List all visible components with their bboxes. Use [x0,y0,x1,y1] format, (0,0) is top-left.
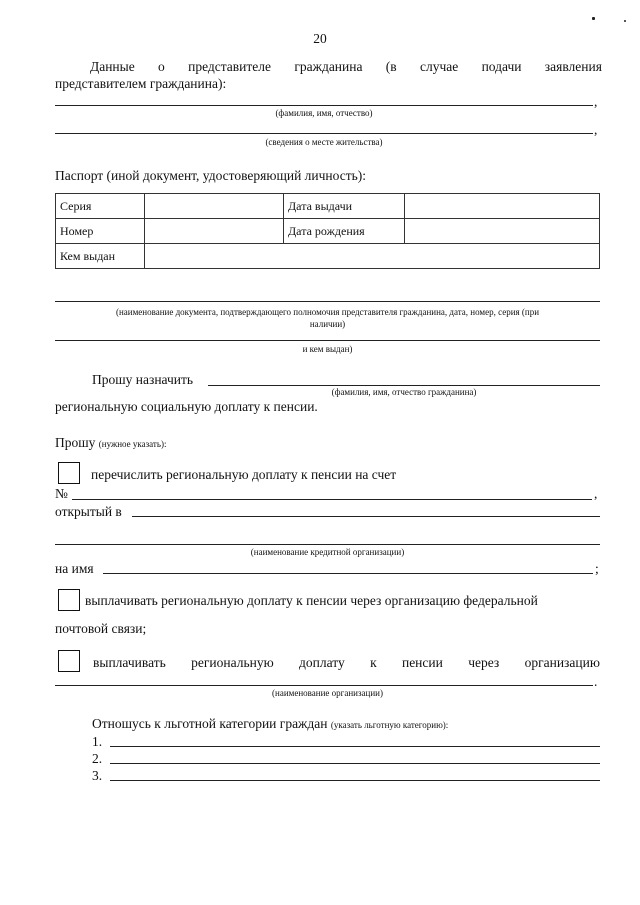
organization-text [93,655,600,671]
fio-caption: (фамилия, имя, отчество) [275,108,373,118]
representative-heading-line2: представителем гражданина): [55,76,227,91]
residence-caption: (сведения о месте жительства) [265,137,383,147]
table-row [56,244,600,269]
organization-checkbox[interactable] [58,650,80,672]
in-name-label: на имя [55,561,94,576]
postal-text-2: почтовой связи; [55,621,147,636]
opened-in-label: открытый в [55,504,122,519]
scan-mark [592,17,595,20]
word: подачи [481,59,522,74]
ask-word: Прошу [55,435,96,450]
account-number-label: № [55,486,68,501]
authority-doc-caption-3: и кем выдан) [302,344,353,354]
issue-date-field[interactable] [405,194,600,219]
authority-doc-caption: (наименование документа, подтверждающего полномочия представителя гражданина, дата, номер, серия (при [115,307,540,317]
category-item-number: 2. [92,751,103,766]
issued-by-label: Кем выдан [56,244,145,269]
category-note: (указать льготную категорию): [330,720,449,730]
authority-doc-caption-2: наличии) [309,319,346,329]
category-heading [92,716,448,732]
word: заявления [544,59,602,74]
category-heading-text: Отношусь к льготной категории граждан [92,716,328,731]
regional-doplata-text: региональную социальную доплату к пенсии. [55,399,318,414]
category-item-number: 3. [92,768,103,783]
ask-note: (нужное указать): [98,439,167,449]
table-row [56,219,600,244]
in-name-field[interactable] [103,573,593,574]
line-end-comma: , [594,94,598,109]
word: выплачивать [93,655,166,670]
representative-residence-field[interactable] [55,133,593,134]
issue-date-label: Дата выдачи [284,194,405,219]
category-field-2[interactable] [110,763,600,764]
account-number-field[interactable] [72,499,592,500]
credit-org-caption: (наименование кредитной организации) [250,547,405,557]
transfer-account-text: перечислить региональную доплату к пенсии на счет [91,467,397,482]
representative-fio-field[interactable] [55,105,593,106]
page-number: 20 [313,31,327,46]
citizen-fio-caption: (фамилия, имя, отчество гражданина) [331,387,477,397]
citizen-fio-field[interactable] [208,385,600,386]
category-field-3[interactable] [110,780,600,781]
opened-in-field[interactable] [132,516,600,517]
line-end-comma: , [594,122,598,137]
representative-heading [90,59,602,75]
word: о [158,59,165,74]
credit-org-field[interactable] [55,544,600,545]
word: доплату [299,655,345,670]
ask-label [55,435,166,451]
number-label: Номер [56,219,145,244]
word: представителе [188,59,272,74]
organization-caption: (наименование организации) [272,688,383,698]
birth-date-field[interactable] [405,219,600,244]
word: пенсии [401,655,443,670]
word: гражданина [294,59,363,74]
word: к [370,655,377,670]
ask-assign-label: Прошу назначить [92,372,194,387]
passport-heading: Паспорт (иной документ, удостоверяющий личность): [55,168,367,183]
series-field[interactable] [145,194,284,219]
word: организацию [524,655,600,670]
table-row [56,194,600,219]
word: через [468,655,500,670]
organization-field[interactable] [55,685,593,686]
category-item-number: 1. [92,734,103,749]
birth-date-label: Дата рождения [284,219,405,244]
postal-checkbox[interactable] [58,589,80,611]
authority-doc-issuer-field[interactable] [55,340,600,341]
transfer-account-checkbox[interactable] [58,462,80,484]
category-field-1[interactable] [110,746,600,747]
passport-table [55,193,600,269]
in-name-end: ; [595,561,599,576]
series-label: Серия [56,194,145,219]
postal-text: выплачивать региональную доплату к пенсии через организацию федеральной [85,593,538,608]
word: региональную [191,655,274,670]
word: (в [385,59,397,74]
issued-by-field[interactable] [145,244,600,269]
word: случае [419,59,459,74]
number-field[interactable] [145,219,284,244]
organization-end: . [594,674,598,689]
authority-doc-field[interactable] [55,301,600,302]
account-end-comma: , [594,486,598,501]
word: Данные [90,59,135,74]
scan-mark [624,20,626,22]
